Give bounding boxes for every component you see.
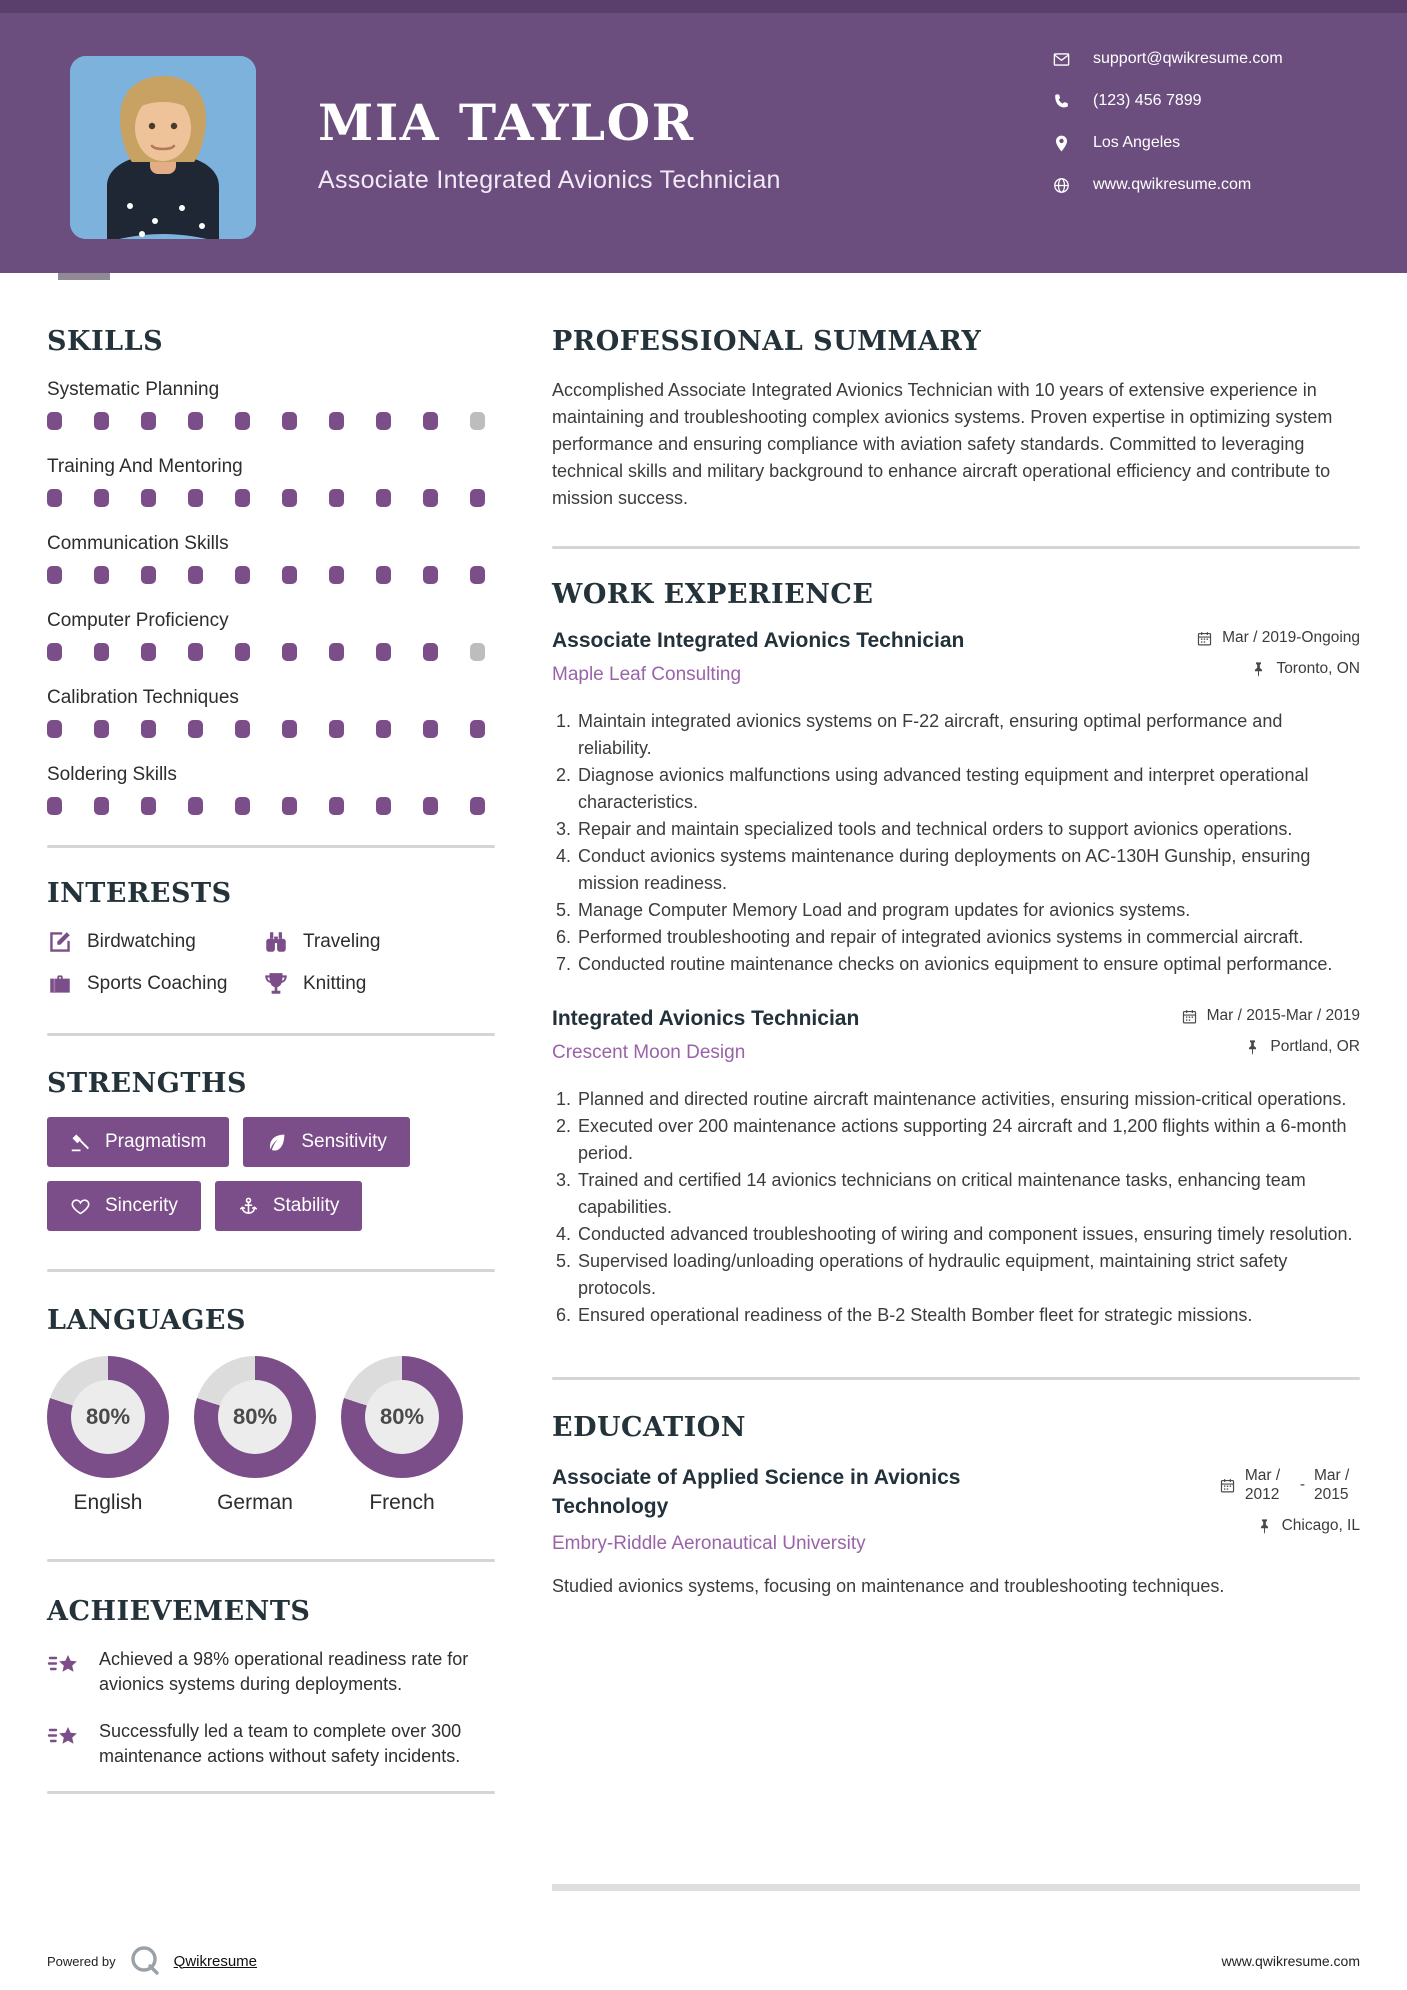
skill-label: Computer Proficiency <box>47 610 229 631</box>
rating-dot-filled <box>235 643 250 661</box>
strength-chip: Sincerity <box>47 1181 201 1231</box>
section-divider <box>47 845 495 848</box>
rating-dot-filled <box>329 720 344 738</box>
rating-dot-filled <box>94 566 109 584</box>
rating-dot-empty <box>470 412 485 430</box>
rating-dot-filled <box>470 720 485 738</box>
rating-dot-filled <box>47 412 62 430</box>
skills-heading: SKILLS <box>47 326 164 357</box>
profile-photo <box>70 56 256 239</box>
skill-rating <box>47 566 495 584</box>
person-name: MIA TAYLOR <box>318 93 695 152</box>
education-heading: EDUCATION <box>552 1412 746 1443</box>
phone-icon <box>1052 92 1071 111</box>
qwikresume-brand-link[interactable]: Qwikresume <box>173 1952 258 1970</box>
rating-dot-filled <box>329 412 344 430</box>
job-bullet: 2. Diagnose avionics malfunctions using advanced testing equipment and interpret operational characteristics. <box>576 762 1360 816</box>
rating-dot-filled <box>423 566 438 584</box>
language-donut-chart <box>194 1356 316 1478</box>
pushpin-icon <box>1250 661 1267 678</box>
contact-list <box>1052 44 1283 212</box>
interests-section <box>47 878 495 1036</box>
rating-dot-filled <box>470 566 485 584</box>
rating-dot-filled <box>470 489 485 507</box>
education-school: Embry-Riddle Aeronautical University <box>552 1533 866 1554</box>
rating-dot-filled <box>376 720 391 738</box>
strengths-section <box>47 1068 495 1272</box>
rating-dot-filled <box>282 566 297 584</box>
job-date-row <box>1181 1007 1360 1025</box>
job-entry <box>552 1004 1360 1329</box>
rating-dot-filled <box>470 797 485 815</box>
rating-dot-filled <box>423 643 438 661</box>
rating-dot-empty <box>470 643 485 661</box>
skill-rating <box>47 412 495 430</box>
skill-row <box>47 456 495 507</box>
main-column <box>552 280 1360 1600</box>
rating-dot-filled <box>188 412 203 430</box>
achievement-text: Achieved a 98% operational readiness rate for avionics systems during deployments. <box>99 1649 469 1694</box>
rating-dot-filled <box>188 797 203 815</box>
languages-heading: LANGUAGES <box>47 1305 246 1336</box>
rating-dot-filled <box>47 489 62 507</box>
header-top-strip <box>0 0 1407 13</box>
rating-dot-filled <box>47 720 62 738</box>
skill-rating <box>47 720 495 738</box>
rating-dot-filled <box>282 489 297 507</box>
header-tab-mark <box>58 273 110 280</box>
shooting-star-icon <box>47 1721 83 1757</box>
achievement-text: Successfully led a team to complete over 300 maintenance actions without safety incidents. <box>99 1721 462 1766</box>
rating-dot-filled <box>282 797 297 815</box>
job-date-row <box>1196 629 1360 647</box>
rating-dot-filled <box>329 797 344 815</box>
skill-label: Communication Skills <box>47 533 229 554</box>
strength-chip: Sensitivity <box>243 1117 410 1167</box>
rating-dot-filled <box>376 643 391 661</box>
education-description: Studied avionics systems, focusing on maintenance and troubleshooting techniques. <box>552 1576 1225 1596</box>
education-date-row <box>1219 1466 1360 1504</box>
rating-dot-filled <box>423 720 438 738</box>
interest-item: Traveling <box>263 929 495 955</box>
skill-row <box>47 533 495 584</box>
education-location: Chicago, IL <box>1281 1517 1360 1534</box>
section-divider <box>47 1559 495 1562</box>
skill-row <box>47 764 495 815</box>
job-title: Integrated Avionics Technician <box>552 1007 860 1030</box>
rating-dot-filled <box>94 643 109 661</box>
powered-by-label: Powered by <box>47 1953 116 1969</box>
skill-label: Systematic Planning <box>47 379 220 400</box>
rating-dot-filled <box>376 566 391 584</box>
email-icon <box>1052 50 1071 69</box>
rating-dot-filled <box>141 566 156 584</box>
achievement-item <box>47 1647 495 1697</box>
footer <box>47 1944 1360 1978</box>
footer-site-url: www.qwikresume.com <box>1221 1953 1360 1969</box>
rating-dot-filled <box>282 720 297 738</box>
anchor-icon <box>238 1196 259 1217</box>
rating-dot-filled <box>423 489 438 507</box>
rating-dot-filled <box>376 797 391 815</box>
language-donuts <box>47 1356 495 1515</box>
strength-chip: Pragmatism <box>47 1117 229 1167</box>
language-percent: 80% <box>85 1404 131 1429</box>
calendar-icon <box>1196 630 1213 647</box>
languages-section <box>47 1305 495 1562</box>
gavel-icon <box>70 1132 91 1153</box>
job-bullet: 1. Maintain integrated avionics systems on F-22 aircraft, ensuring optimal performance and reliability. <box>576 708 1360 762</box>
rating-dot-filled <box>329 489 344 507</box>
strength-chip: Stability <box>215 1181 363 1231</box>
trophy-icon <box>263 971 289 997</box>
skill-rating <box>47 797 495 815</box>
job-location: Toronto, ON <box>1276 660 1360 677</box>
globe-icon <box>1052 176 1071 195</box>
rating-dot-filled <box>141 643 156 661</box>
summary-section <box>552 326 1360 549</box>
job-bullet-list <box>552 1086 1360 1329</box>
calendar-icon <box>1181 1008 1198 1025</box>
language-label: French <box>369 1491 435 1514</box>
skill-label: Calibration Techniques <box>47 687 239 708</box>
powered-by-block <box>47 1944 257 1978</box>
language-percent: 80% <box>232 1404 278 1429</box>
identity-block <box>318 93 781 195</box>
rating-dot-filled <box>188 489 203 507</box>
job-company: Crescent Moon Design <box>552 1042 746 1063</box>
education-meta <box>1219 1463 1360 1548</box>
language-label: German <box>217 1491 293 1514</box>
skill-row <box>47 379 495 430</box>
job-bullet: 6. Ensured operational readiness of the B-2 Stealth Bomber fleet for strategic missions. <box>576 1302 1360 1329</box>
rating-dot-filled <box>376 489 391 507</box>
skill-rating <box>47 489 495 507</box>
job-bullet: 7. Conducted routine maintenance checks on avionics equipment to ensure optimal performance. <box>576 951 1360 978</box>
skill-row <box>47 610 495 661</box>
strengths-heading: STRENGTHS <box>47 1068 247 1099</box>
person-title: Associate Integrated Avionics Technician <box>318 166 781 194</box>
interests-grid <box>47 929 495 997</box>
qwikresume-logo-icon <box>128 1944 162 1978</box>
sidebar <box>47 280 495 1794</box>
language-percent: 80% <box>379 1404 425 1429</box>
rating-dot-filled <box>141 489 156 507</box>
contact-phone: (123) 456 7899 <box>1052 86 1283 116</box>
leaf-icon <box>266 1132 287 1153</box>
rating-dot-filled <box>141 797 156 815</box>
contact-website: www.qwikresume.com <box>1052 170 1283 200</box>
rating-dot-filled <box>235 566 250 584</box>
language-item <box>47 1356 169 1515</box>
strength-chips <box>47 1117 487 1231</box>
rating-dot-filled <box>282 643 297 661</box>
job-location: Portland, OR <box>1270 1038 1360 1055</box>
pushpin-icon <box>1244 1039 1261 1056</box>
education-section <box>552 1412 1360 1600</box>
achievements-heading: ACHIEVEMENTS <box>47 1596 311 1627</box>
section-divider <box>552 546 1360 549</box>
language-item <box>341 1356 463 1515</box>
rating-dot-filled <box>235 720 250 738</box>
achievements-section <box>47 1596 495 1794</box>
rating-dot-filled <box>376 412 391 430</box>
pushpin-icon <box>1256 1518 1273 1535</box>
rating-dot-filled <box>94 720 109 738</box>
job-bullet: 6. Performed troubleshooting and repair of integrated avionics systems in commercial aircraft. <box>576 924 1360 951</box>
rating-dot-filled <box>423 412 438 430</box>
job-bullet: 3. Repair and maintain specialized tools and technical orders to support avionics operations. <box>576 816 1360 843</box>
job-bullet-list <box>552 708 1360 978</box>
rating-dot-filled <box>329 643 344 661</box>
rating-dot-filled <box>235 412 250 430</box>
experience-section <box>552 579 1360 1380</box>
briefcase-icon <box>47 971 73 997</box>
experience-heading: WORK EXPERIENCE <box>552 579 874 610</box>
job-bullet: 4. Conduct avionics systems maintenance during deployments on AC-130H Gunship, ensuring mission readiness. <box>576 843 1360 897</box>
job-date: Mar / 2019-Ongoing <box>1222 629 1360 646</box>
skill-row <box>47 687 495 738</box>
skill-label: Training And Mentoring <box>47 456 243 477</box>
interest-item: Birdwatching <box>47 929 263 955</box>
interest-item: Knitting <box>263 971 495 997</box>
summary-text: Accomplished Associate Integrated Avionics Technician with 10 years of extensive experience in maintaining and troubleshooting complex avionics systems. Proven expertise in optimizing system performance and ensuring compliance with aviation safety standards. Committed to leveraging technical skills and military background to enhance aircraft operational efficiency and contribute to mission success. <box>552 380 1333 508</box>
job-bullet: 1. Planned and directed routine aircraft maintenance activities, ensuring mission-critical operations. <box>576 1086 1360 1113</box>
rating-dot-filled <box>47 566 62 584</box>
rating-dot-filled <box>423 797 438 815</box>
rating-dot-filled <box>188 566 203 584</box>
edit-icon <box>47 929 73 955</box>
skill-label: Soldering Skills <box>47 764 177 785</box>
avatar <box>70 56 256 239</box>
location-icon <box>1052 134 1071 153</box>
skills-section <box>47 326 495 848</box>
job-date: Mar / 2015-Mar / 2019 <box>1206 1007 1360 1024</box>
rating-dot-filled <box>282 412 297 430</box>
education-degree: Associate of Applied Science in Avionics Technology <box>552 1466 961 1518</box>
rating-dot-filled <box>235 797 250 815</box>
job-bullet: 5. Supervised loading/unloading operations of hydraulic equipment, maintaining strict safety protocols. <box>576 1248 1360 1302</box>
rating-dot-filled <box>329 566 344 584</box>
job-entry <box>552 626 1360 978</box>
rating-dot-filled <box>94 412 109 430</box>
contact-location: Los Angeles <box>1052 128 1283 158</box>
job-bullet: 3. Trained and certified 14 avionics technicians on critical maintenance tasks, enhancing team capabilities. <box>576 1167 1360 1221</box>
job-bullet: 5. Manage Computer Memory Load and program updates for avionics systems. <box>576 897 1360 924</box>
rating-dot-filled <box>94 797 109 815</box>
section-divider <box>47 1033 495 1036</box>
job-bullet: 4. Conducted advanced troubleshooting of wiring and component issues, ensuring timely resolution. <box>576 1221 1360 1248</box>
footer-divider-bar <box>552 1884 1360 1891</box>
job-title: Associate Integrated Avionics Technician <box>552 629 965 652</box>
rating-dot-filled <box>47 643 62 661</box>
section-divider <box>47 1269 495 1272</box>
job-location-row <box>1181 1038 1360 1056</box>
summary-heading: PROFESSIONAL SUMMARY <box>552 326 982 357</box>
rating-dot-filled <box>188 720 203 738</box>
section-divider <box>552 1377 1360 1380</box>
interest-item: Sports Coaching <box>47 971 263 997</box>
interests-heading: INTERESTS <box>47 878 232 909</box>
rating-dot-filled <box>188 643 203 661</box>
education-location-row <box>1219 1517 1360 1535</box>
rating-dot-filled <box>94 489 109 507</box>
heart-icon <box>70 1196 91 1217</box>
language-item <box>194 1356 316 1515</box>
achievement-item <box>47 1719 495 1769</box>
education-date-start: Mar / 2012 <box>1244 1467 1281 1503</box>
job-meta <box>1181 1004 1360 1069</box>
skill-rating <box>47 643 495 661</box>
binoculars-icon <box>263 929 289 955</box>
job-company: Maple Leaf Consulting <box>552 664 742 685</box>
date-separator: - <box>1299 1476 1305 1493</box>
calendar-icon <box>1219 1477 1236 1494</box>
job-bullet: 2. Executed over 200 maintenance actions supporting 24 aircraft and 1,200 flights within a 6-month period. <box>576 1113 1360 1167</box>
language-donut-chart <box>47 1356 169 1478</box>
language-donut-chart <box>341 1356 463 1478</box>
rating-dot-filled <box>141 412 156 430</box>
job-meta <box>1196 626 1360 691</box>
education-date-end: Mar / 2015 <box>1314 1467 1350 1503</box>
contact-email: support@qwikresume.com <box>1052 44 1283 74</box>
rating-dot-filled <box>235 489 250 507</box>
language-label: English <box>73 1491 143 1514</box>
rating-dot-filled <box>47 797 62 815</box>
shooting-star-icon <box>47 1649 83 1685</box>
job-location-row <box>1196 660 1360 678</box>
rating-dot-filled <box>141 720 156 738</box>
section-divider <box>47 1791 495 1794</box>
